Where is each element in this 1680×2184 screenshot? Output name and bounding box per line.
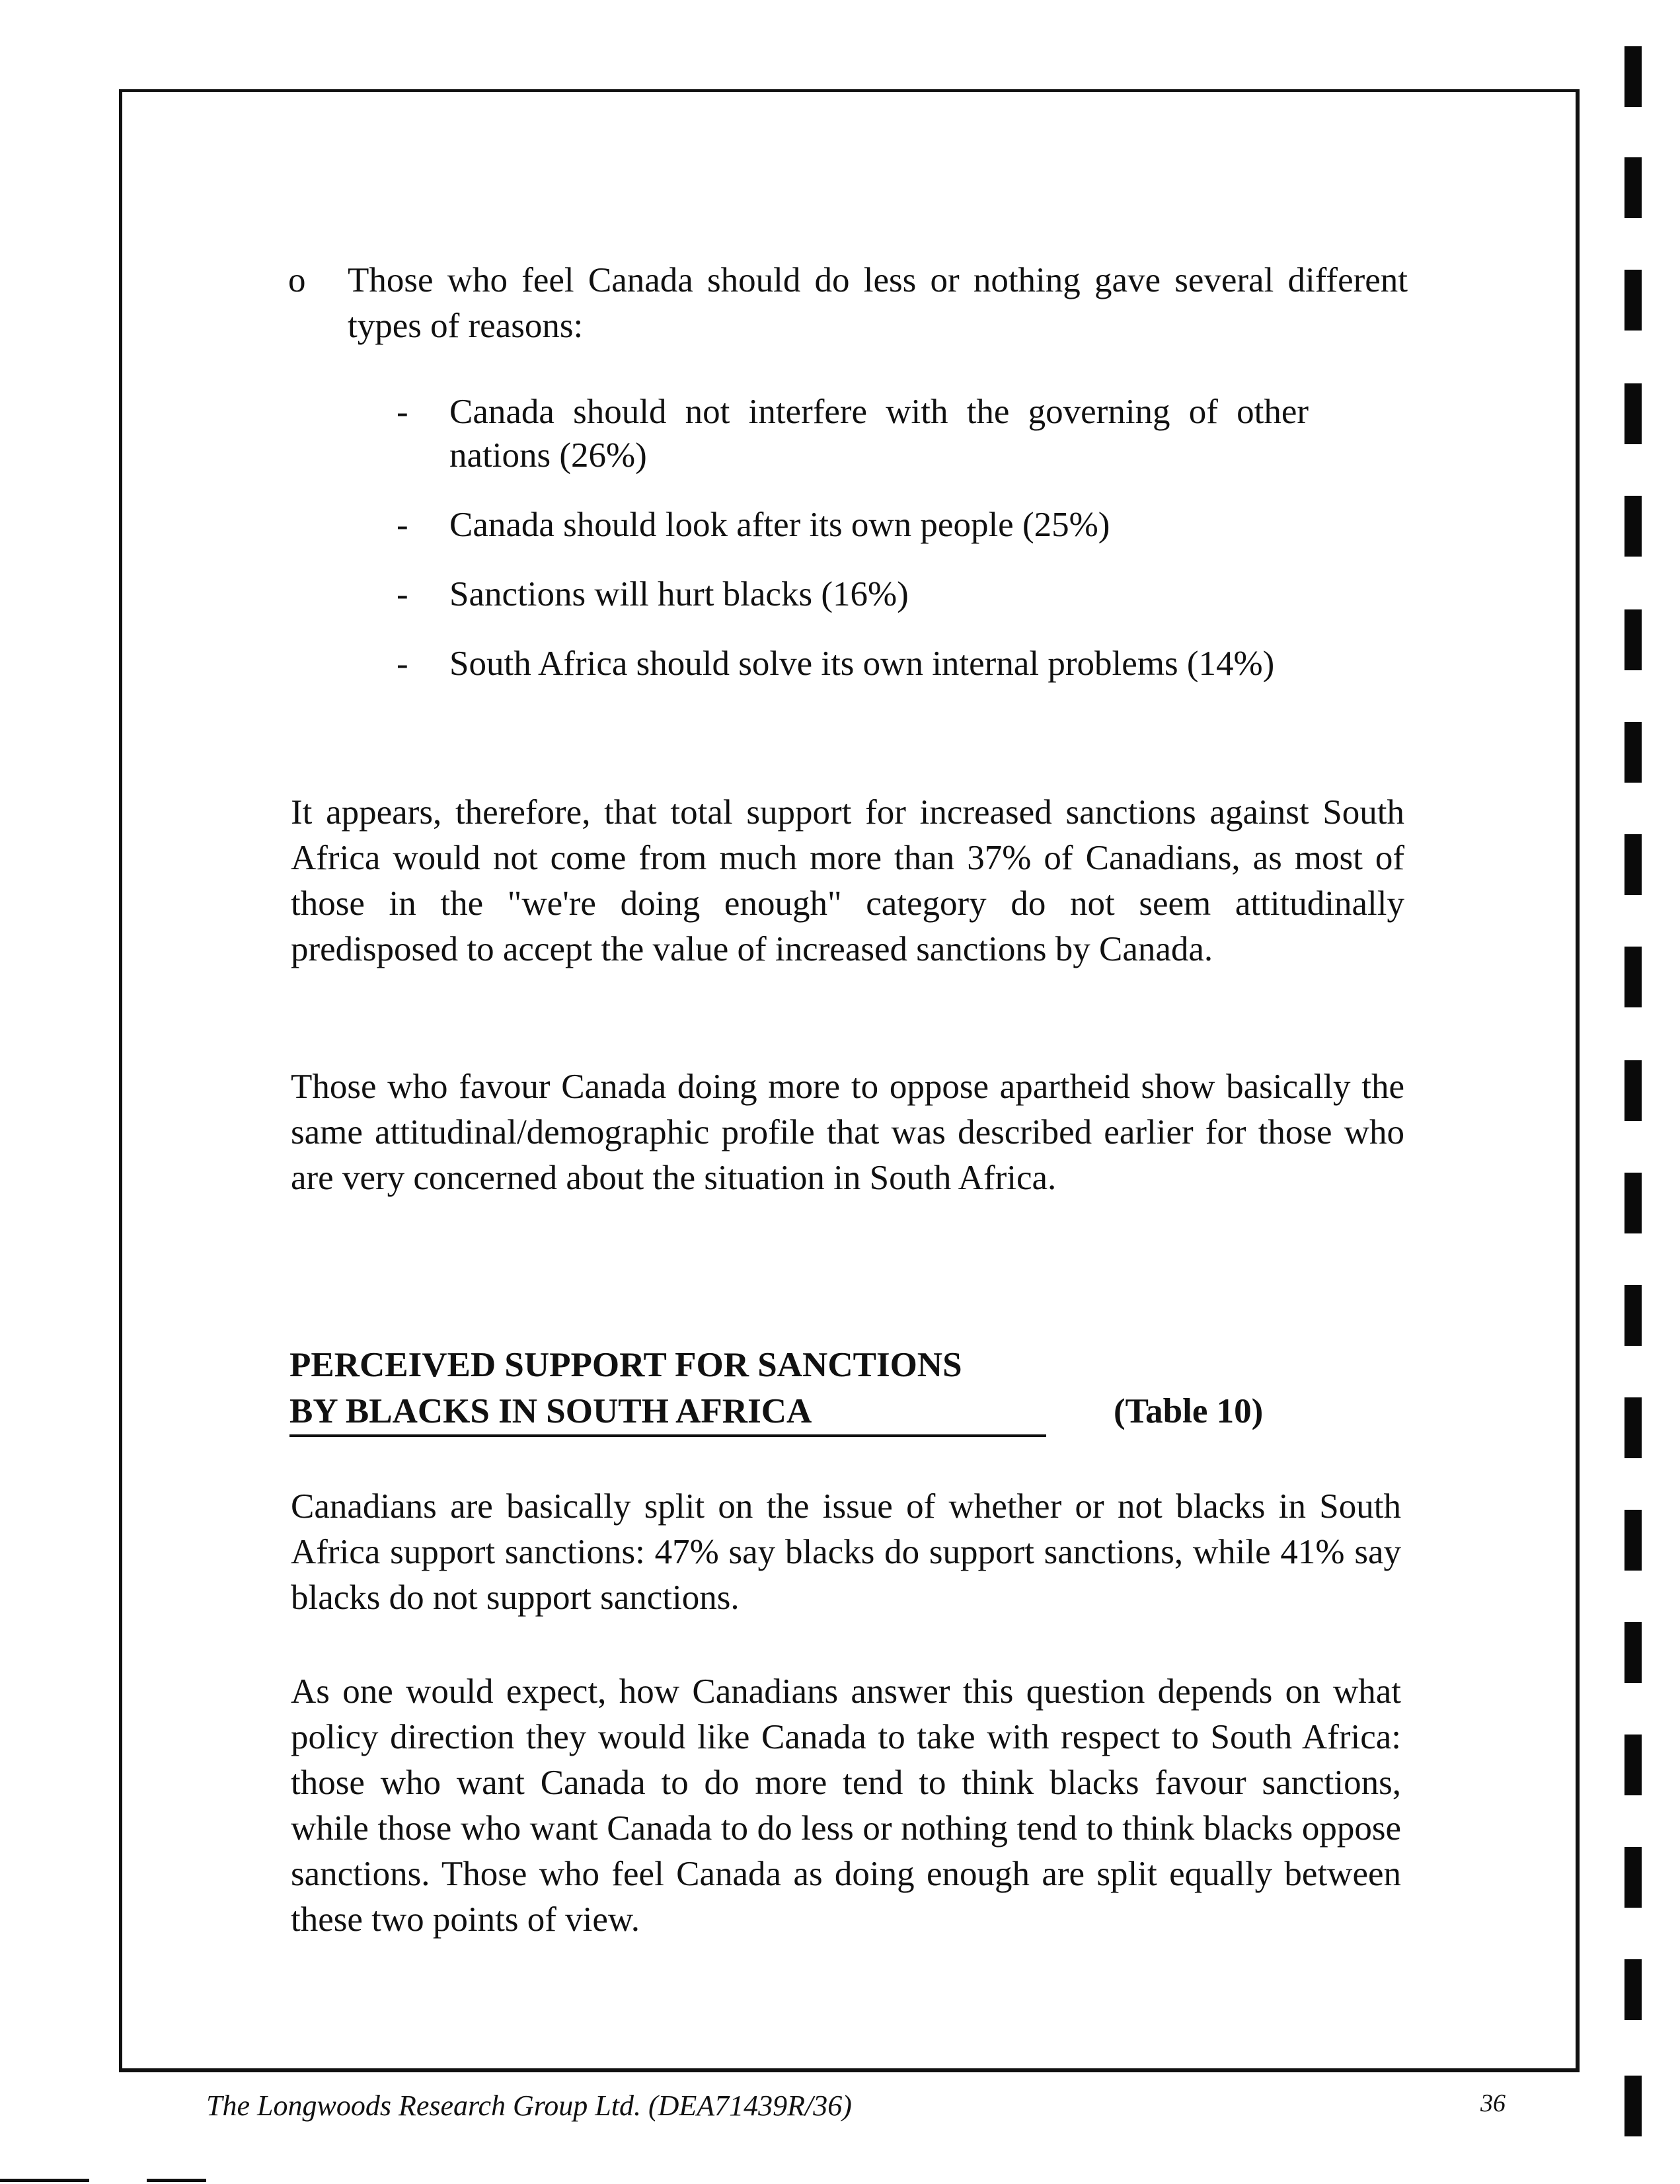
dash-marker: -: [397, 506, 408, 544]
binder-mark: [1624, 496, 1642, 557]
dash-marker: -: [397, 393, 408, 431]
intro-bullet-item: [288, 258, 1408, 349]
reason-text: Canada should not interfere with the governing of other nations (26%): [449, 393, 1309, 475]
edge-line: [147, 2179, 206, 2182]
section-heading: [289, 1342, 1046, 1437]
reasons-list: [397, 390, 1309, 711]
dash-marker: -: [397, 644, 408, 683]
paragraph-profile: Those who favour Canada doing more to oppose apartheid show basically the same attitudinal/demographic profile that was described earlier for those who are very concerned about the situation in South Africa.: [291, 1068, 1404, 1197]
binder-mark: [1624, 1060, 1642, 1121]
binder-mark: [1624, 834, 1642, 895]
paragraph-policy-direction: As one would expect, how Canadians answer this question depends on what policy direction they would like Canada to take with respect to South Africa: those who want Canada to do more tend to think blacks favour sanctions, while those who want Canada to do less or nothing tend to think blacks oppose sanctions. Those who feel Canada as doing enough are split equally between these two points of view.: [291, 1672, 1401, 1939]
intro-text: Those who feel Canada should do less or nothing gave several different types of reasons:: [348, 261, 1408, 345]
reason-text: South Africa should solve its own internal problems (14%): [449, 644, 1275, 683]
binder-mark: [1624, 1285, 1642, 1346]
footer-organization: The Longwoods Research Group Ltd. (DEA71439R/36): [206, 2089, 852, 2122]
binder-mark: [1624, 722, 1642, 783]
binder-mark: [1624, 270, 1642, 331]
page-number: 36: [1480, 2089, 1506, 2117]
paragraph-sanctions-support: It appears, therefore, that total support for increased sanctions against South Africa would not come from much more than 37% of Canadians, as most of those in the "we're doing enough" category do not seem attitudinally predisposed to accept the value of increased sanctions by Canada.: [291, 793, 1404, 968]
binder-marks: [1624, 0, 1651, 2184]
binder-mark: [1624, 1959, 1642, 2020]
binder-mark: [1624, 1510, 1642, 1571]
list-item: [397, 503, 1309, 547]
binder-mark: [1624, 2076, 1642, 2136]
binder-mark: [1624, 157, 1642, 218]
table-reference: (Table 10): [1114, 1392, 1264, 1430]
list-item: [397, 572, 1309, 616]
heading-line-1: PERCEIVED SUPPORT FOR SANCTIONS: [289, 1346, 962, 1384]
binder-mark: [1624, 609, 1642, 670]
binder-mark: [1624, 1397, 1642, 1458]
bullet-marker: o: [288, 261, 306, 299]
heading-line-2: BY BLACKS IN SOUTH AFRICA: [289, 1388, 1046, 1437]
binder-mark: [1624, 1847, 1642, 1908]
binder-mark: [1624, 947, 1642, 1007]
dash-marker: -: [397, 575, 408, 613]
list-item: [397, 642, 1309, 685]
list-item: [397, 390, 1309, 477]
binder-mark: [1624, 1735, 1642, 1795]
binder-mark: [1624, 46, 1642, 107]
binder-mark: [1624, 383, 1642, 444]
binder-mark: [1624, 1622, 1642, 1683]
paragraph-split: Canadians are basically split on the issue of whether or not blacks in South Africa support sanctions: 47% say blacks do support sanctions, while 41% say blacks do not support sanctions.: [291, 1487, 1401, 1617]
edge-line: [0, 2179, 89, 2182]
reason-text: Canada should look after its own people (25%): [449, 506, 1110, 544]
reason-text: Sanctions will hurt blacks (16%): [449, 575, 909, 613]
binder-mark: [1624, 1173, 1642, 1233]
